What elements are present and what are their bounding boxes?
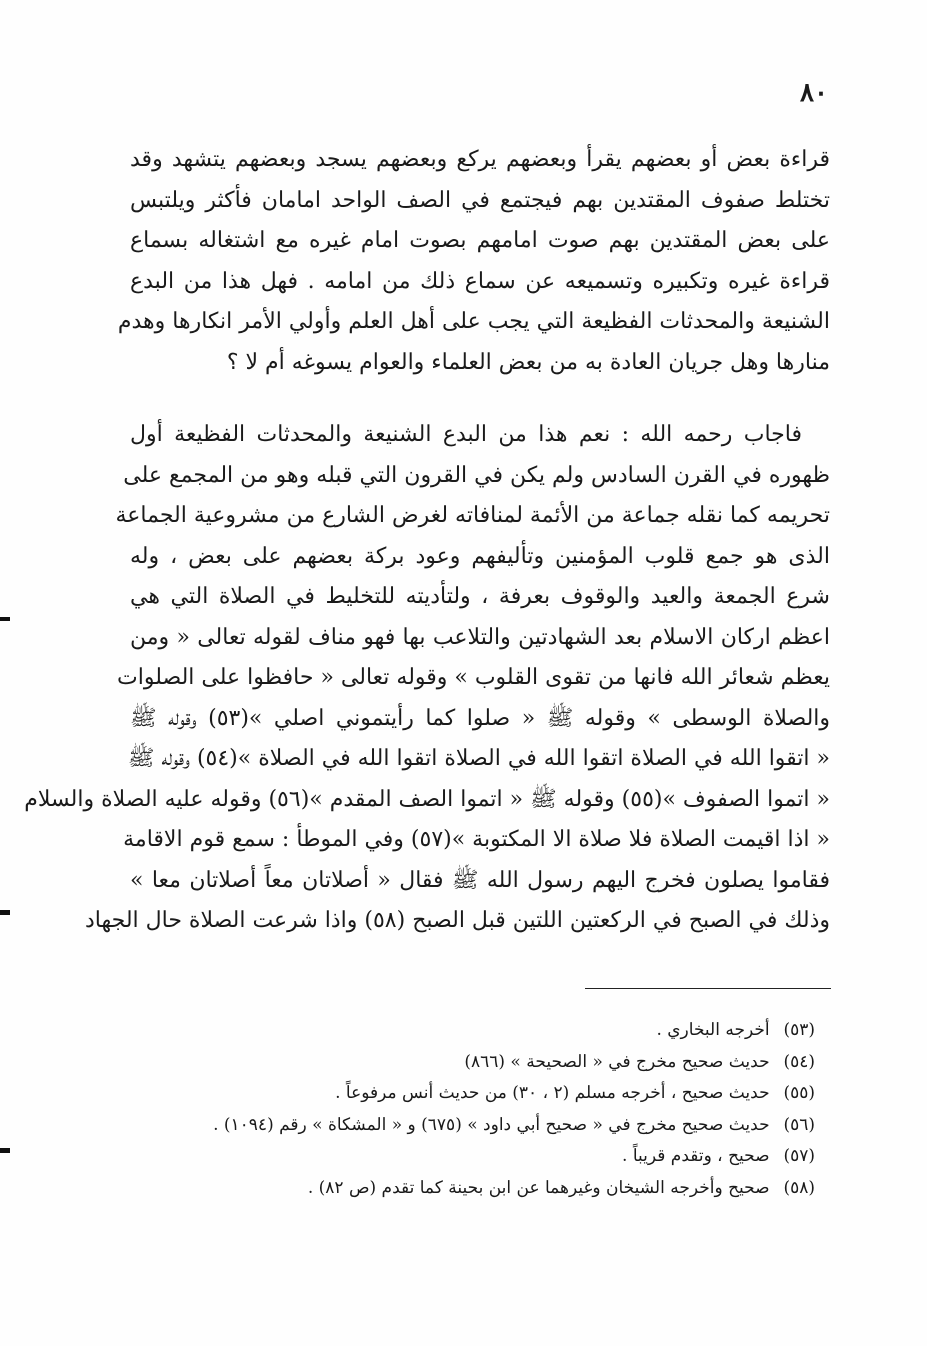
scan-edge-mark: [0, 910, 10, 915]
footnote-item: [130, 1047, 815, 1079]
text-line: تحريمه كما نقله جماعة من الأئمة لمنافاته لغرض الشارع من مشروعية الجماعة: [115, 503, 830, 528]
footnote-item: [130, 1110, 815, 1142]
footnote-text: صحيح ، وتقدم قريباً .: [622, 1146, 770, 1166]
text-line: فاجاب رحمه الله : نعم هذا من البدع الشنيعة والمحدثات الفظيعة أول: [130, 422, 802, 447]
footnote-item: [130, 1141, 815, 1173]
paragraph-question: [117, 140, 830, 383]
text-line: منارها وهل جريان العادة به من بعض العلماء والعوام يسوغه أم لا ؟: [226, 349, 830, 375]
footnote-number: (٥٧): [783, 1146, 815, 1166]
footnote-number: (٥٨): [783, 1177, 815, 1198]
text-line: « اتموا الصفوف »(٥٥) وقوله ﷺ « اتموا الصف المقدم »(٥٦) وقوله عليه الصلاة والسلام: [24, 786, 830, 812]
footnote-number: (٥٦): [783, 1114, 815, 1135]
text-line: « اذا اقيمت الصلاة فلا صلاة الا المكتوبة »(٥٧) وفي الموطأ : سمع قوم الاقامة: [123, 827, 830, 852]
footnote-number: (٥٥): [783, 1083, 815, 1103]
footnote-number: (٥٤): [783, 1051, 815, 1072]
text-line: الذى هو جمع قلوب المؤمنين وتأليفهم وعود بركة بعضهم على بعض ، وله: [130, 543, 830, 569]
footnote-text: حديث صحيح مخرج في « الصحيحة » (٨٦٦): [464, 1051, 770, 1072]
text-line: تختلط صفوف المقتدين بهم فيجتمع في الصف الواحد امامان فأكثر ويلتبس: [130, 187, 830, 213]
footnote-text: صحيح وأخرجه الشيخان وغيرهما عن ابن بحينة كما تقدم (ص ٨٢) .: [307, 1177, 770, 1198]
text-line: اعظم اركان الاسلام بعد الشهادتين والتلاعب بها فهو مناف لقوله تعالى « ومن: [130, 624, 830, 650]
footnote-item: [130, 1078, 815, 1110]
paragraph-answer: [24, 415, 831, 942]
text-line: قراءة غيره وتكبيره وتسميعه عن سماع ذلك من امامه . فهل هذا من البدع: [130, 268, 830, 294]
footnote-item: [130, 1015, 815, 1047]
footnote-item: [130, 1173, 815, 1205]
text-line: يعظم شعائر الله فانها من تقوى القلوب » وقوله تعالى « حافظوا على الصلوات: [117, 665, 830, 690]
page-number: ٨٠: [800, 78, 828, 108]
text-line: ظهوره في القرن السادس ولم يكن في القرون التي قبله وهو من المجمع على: [123, 462, 830, 488]
footnote-text: أخرجه البخاري .: [656, 1020, 770, 1040]
footnotes: [130, 1015, 815, 1204]
text-line: شرع الجمعة والعيد والوقوف بعرفة ، ولتأديته للتخليط في الصلاة التي هي: [130, 584, 830, 609]
text-line: على بعض المقتدين بهم صوت امامهم بصوت امام غيره مع اشتغاله بسماع: [130, 228, 830, 253]
text-line: فقاموا يصلون فخرج اليهم رسول الله ﷺ فقال « أصلاتان معاً أصلاتان معا »: [130, 867, 830, 893]
text-line: والصلاة الوسطى » وقوله ﷺ « صلوا كما رأيتموني اصلي »(٥٣) وقوله ﷺ: [130, 705, 831, 731]
footnote-divider: [585, 988, 831, 989]
text-line: الشنيعة والمحدثات الفظيعة التي يجب على أهل العلم وأولي الأمر انكارها وهدم: [117, 309, 830, 334]
footnote-text: حديث صحيح ، أخرجه مسلم (٢ ، ٣٠) من حديث أنس مرفوعاً .: [335, 1083, 770, 1103]
scan-edge-mark: [0, 617, 10, 621]
text-line: وذلك في الصبح في الركعتين اللتين قبل الصبح (٥٨) واذا شرعت الصلاة حال الجهاد: [84, 908, 830, 933]
scan-edge-mark: [0, 1148, 10, 1153]
footnote-text: حديث صحيح مخرج في « صحيح أبي داود » (٦٧٥) و « المشكاة » رقم (١٠٩٤) .: [213, 1114, 770, 1135]
footnote-number: (٥٣): [783, 1020, 815, 1040]
text-line: قراءة بعض أو بعضهم يقرأ وبعضهم يركع وبعضهم يسجد وبعضهم يتشهد وقد: [130, 147, 830, 172]
text-line: « اتقوا الله في الصلاة اتقوا الله في الصلاة اتقوا الله في الصلاة »(٥٤) وقوله ﷺ: [127, 746, 830, 771]
